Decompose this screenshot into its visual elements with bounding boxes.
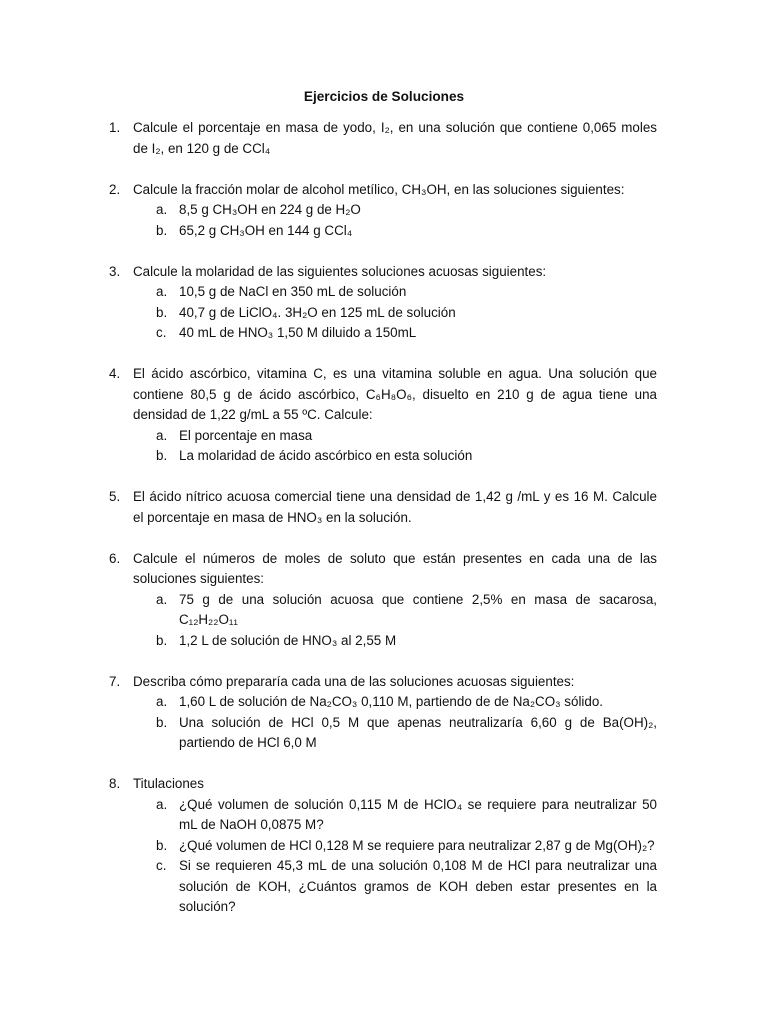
exercise-number: 8. xyxy=(109,776,121,791)
sub-item-list xyxy=(0,590,768,652)
sub-item xyxy=(0,446,768,467)
exercise-text: El ácido ascórbico, vitamina C, es una vitamina soluble en agua. Una solución que contiene 80,5 g de ácido ascórbico, C₆H₈O₆, disuelto en 210 g de agua tiene una densidad de 1,22 g/mL a 55 ºC. Calcule: xyxy=(133,366,657,422)
sub-item-text: Una solución de HCl 0,5 M que apenas neutralizaría 6,60 g de Ba(OH)₂, partiendo de HCl 6,0 M xyxy=(179,714,657,750)
sub-item-text: 65,2 g CH₃OH en 144 g CCl₄ xyxy=(179,222,353,238)
sub-item xyxy=(0,795,768,836)
sub-item-list xyxy=(0,200,768,241)
sub-item-letter: a. xyxy=(156,591,168,607)
sub-item xyxy=(0,692,768,713)
exercise-8 xyxy=(0,774,768,918)
exercise-text: Calcule el porcentaje en masa de yodo, I₂, en una solución que contiene 0,065 moles de I₂, en 120 g de CCl₄ xyxy=(133,120,657,156)
sub-item-text: ¿Qué volumen de solución 0,115 M de HClO₄ se requiere para neutralizar 50 mL de NaOH 0,0875 M? xyxy=(179,796,657,832)
sub-item-text: El porcentaje en masa xyxy=(179,427,313,443)
sub-item xyxy=(0,282,768,303)
exercise-3 xyxy=(0,262,768,344)
sub-item-letter: b. xyxy=(156,837,168,853)
sub-item xyxy=(0,590,768,631)
sub-item xyxy=(0,200,768,221)
sub-item-text: 10,5 g de NaCl en 350 mL de solución xyxy=(179,284,407,299)
sub-item-letter: b. xyxy=(156,632,168,648)
exercise-text: Titulaciones xyxy=(133,776,204,791)
sub-item-text: 8,5 g CH₃OH en 224 g de H₂O xyxy=(179,202,361,217)
sub-item-list xyxy=(0,282,768,344)
exercise-number: 6. xyxy=(109,550,121,566)
sub-item xyxy=(0,426,768,447)
exercise-5 xyxy=(0,487,768,528)
sub-item-letter: b. xyxy=(156,304,168,320)
sub-item-text: 1,2 L de solución de HNO₃ al 2,55 M xyxy=(179,632,397,648)
exercise-number: 3. xyxy=(109,263,121,279)
exercise-number: 1. xyxy=(109,120,121,135)
sub-item-list xyxy=(0,692,768,754)
exercise-1 xyxy=(0,118,768,159)
sub-item-letter: b. xyxy=(156,714,168,730)
sub-item-text: Si se requieren 45,3 mL de una solución 0,108 M de HCl para neutralizar una solución de KOH, ¿Cuántos gramos de KOH deben estar presentes en la solución? xyxy=(179,858,657,914)
sub-item-letter: a. xyxy=(156,796,168,812)
sub-item-text: ¿Qué volumen de HCl 0,128 M se requiere para neutralizar 2,87 g de Mg(OH)₂? xyxy=(179,837,655,853)
sub-item-letter: c. xyxy=(156,325,167,340)
sub-item xyxy=(0,323,768,344)
exercise-2 xyxy=(0,180,768,242)
sub-item-text: 40 mL de HNO₃ 1,50 M diluido a 150mL xyxy=(179,325,417,340)
sub-item-text: La molaridad de ácido ascórbico en esta solución xyxy=(179,448,473,463)
sub-item-letter: b. xyxy=(156,222,168,238)
exercise-text: Calcule la molaridad de las siguientes soluciones acuosas siguientes: xyxy=(133,263,547,279)
exercise-number: 7. xyxy=(109,673,121,689)
sub-item-letter: b. xyxy=(156,448,168,463)
exercise-list xyxy=(0,118,768,938)
exercise-6 xyxy=(0,549,768,652)
sub-item-letter: a. xyxy=(156,202,168,217)
sub-item xyxy=(0,713,768,754)
exercise-4 xyxy=(0,364,768,467)
sub-item-text: 75 g de una solución acuosa que contiene 2,5% en masa de sacarosa, C₁₂H₂₂O₁₁ xyxy=(179,591,657,627)
exercise-text: Describa cómo prepararía cada una de las soluciones acuosas siguientes: xyxy=(133,673,575,689)
exercise-number: 4. xyxy=(109,366,121,381)
sub-item xyxy=(0,221,768,242)
sub-item-list xyxy=(0,795,768,918)
exercise-number: 2. xyxy=(109,181,121,197)
sub-item xyxy=(0,836,768,857)
exercise-number: 5. xyxy=(109,489,121,504)
sub-item-letter: a. xyxy=(156,284,168,299)
exercise-text: Calcule la fracción molar de alcohol metílico, CH₃OH, en las soluciones siguientes: xyxy=(133,181,625,197)
sub-item-text: 1,60 L de solución de Na₂CO₃ 0,110 M, partiendo de de Na₂CO₃ sólido. xyxy=(179,694,604,709)
sub-item xyxy=(0,303,768,324)
exercise-text: El ácido nítrico acuosa comercial tiene una densidad de 1,42 g /mL y es 16 M. Calcule el porcentaje en masa de HNO₃ en la solución. xyxy=(133,489,657,525)
sub-item xyxy=(0,631,768,652)
document-title: Ejercicios de Soluciones xyxy=(303,89,465,104)
sub-item xyxy=(0,856,768,918)
sub-item-text: 40,7 g de LiClO₄. 3H₂O en 125 mL de solución xyxy=(179,304,456,320)
sub-item-list xyxy=(0,426,768,467)
exercise-7 xyxy=(0,672,768,754)
sub-item-letter: a. xyxy=(156,694,168,709)
sub-item-letter: a. xyxy=(156,427,168,443)
exercise-text: Calcule el números de moles de soluto que están presentes en cada una de las soluciones siguientes: xyxy=(133,550,657,586)
sub-item-letter: c. xyxy=(156,858,167,873)
